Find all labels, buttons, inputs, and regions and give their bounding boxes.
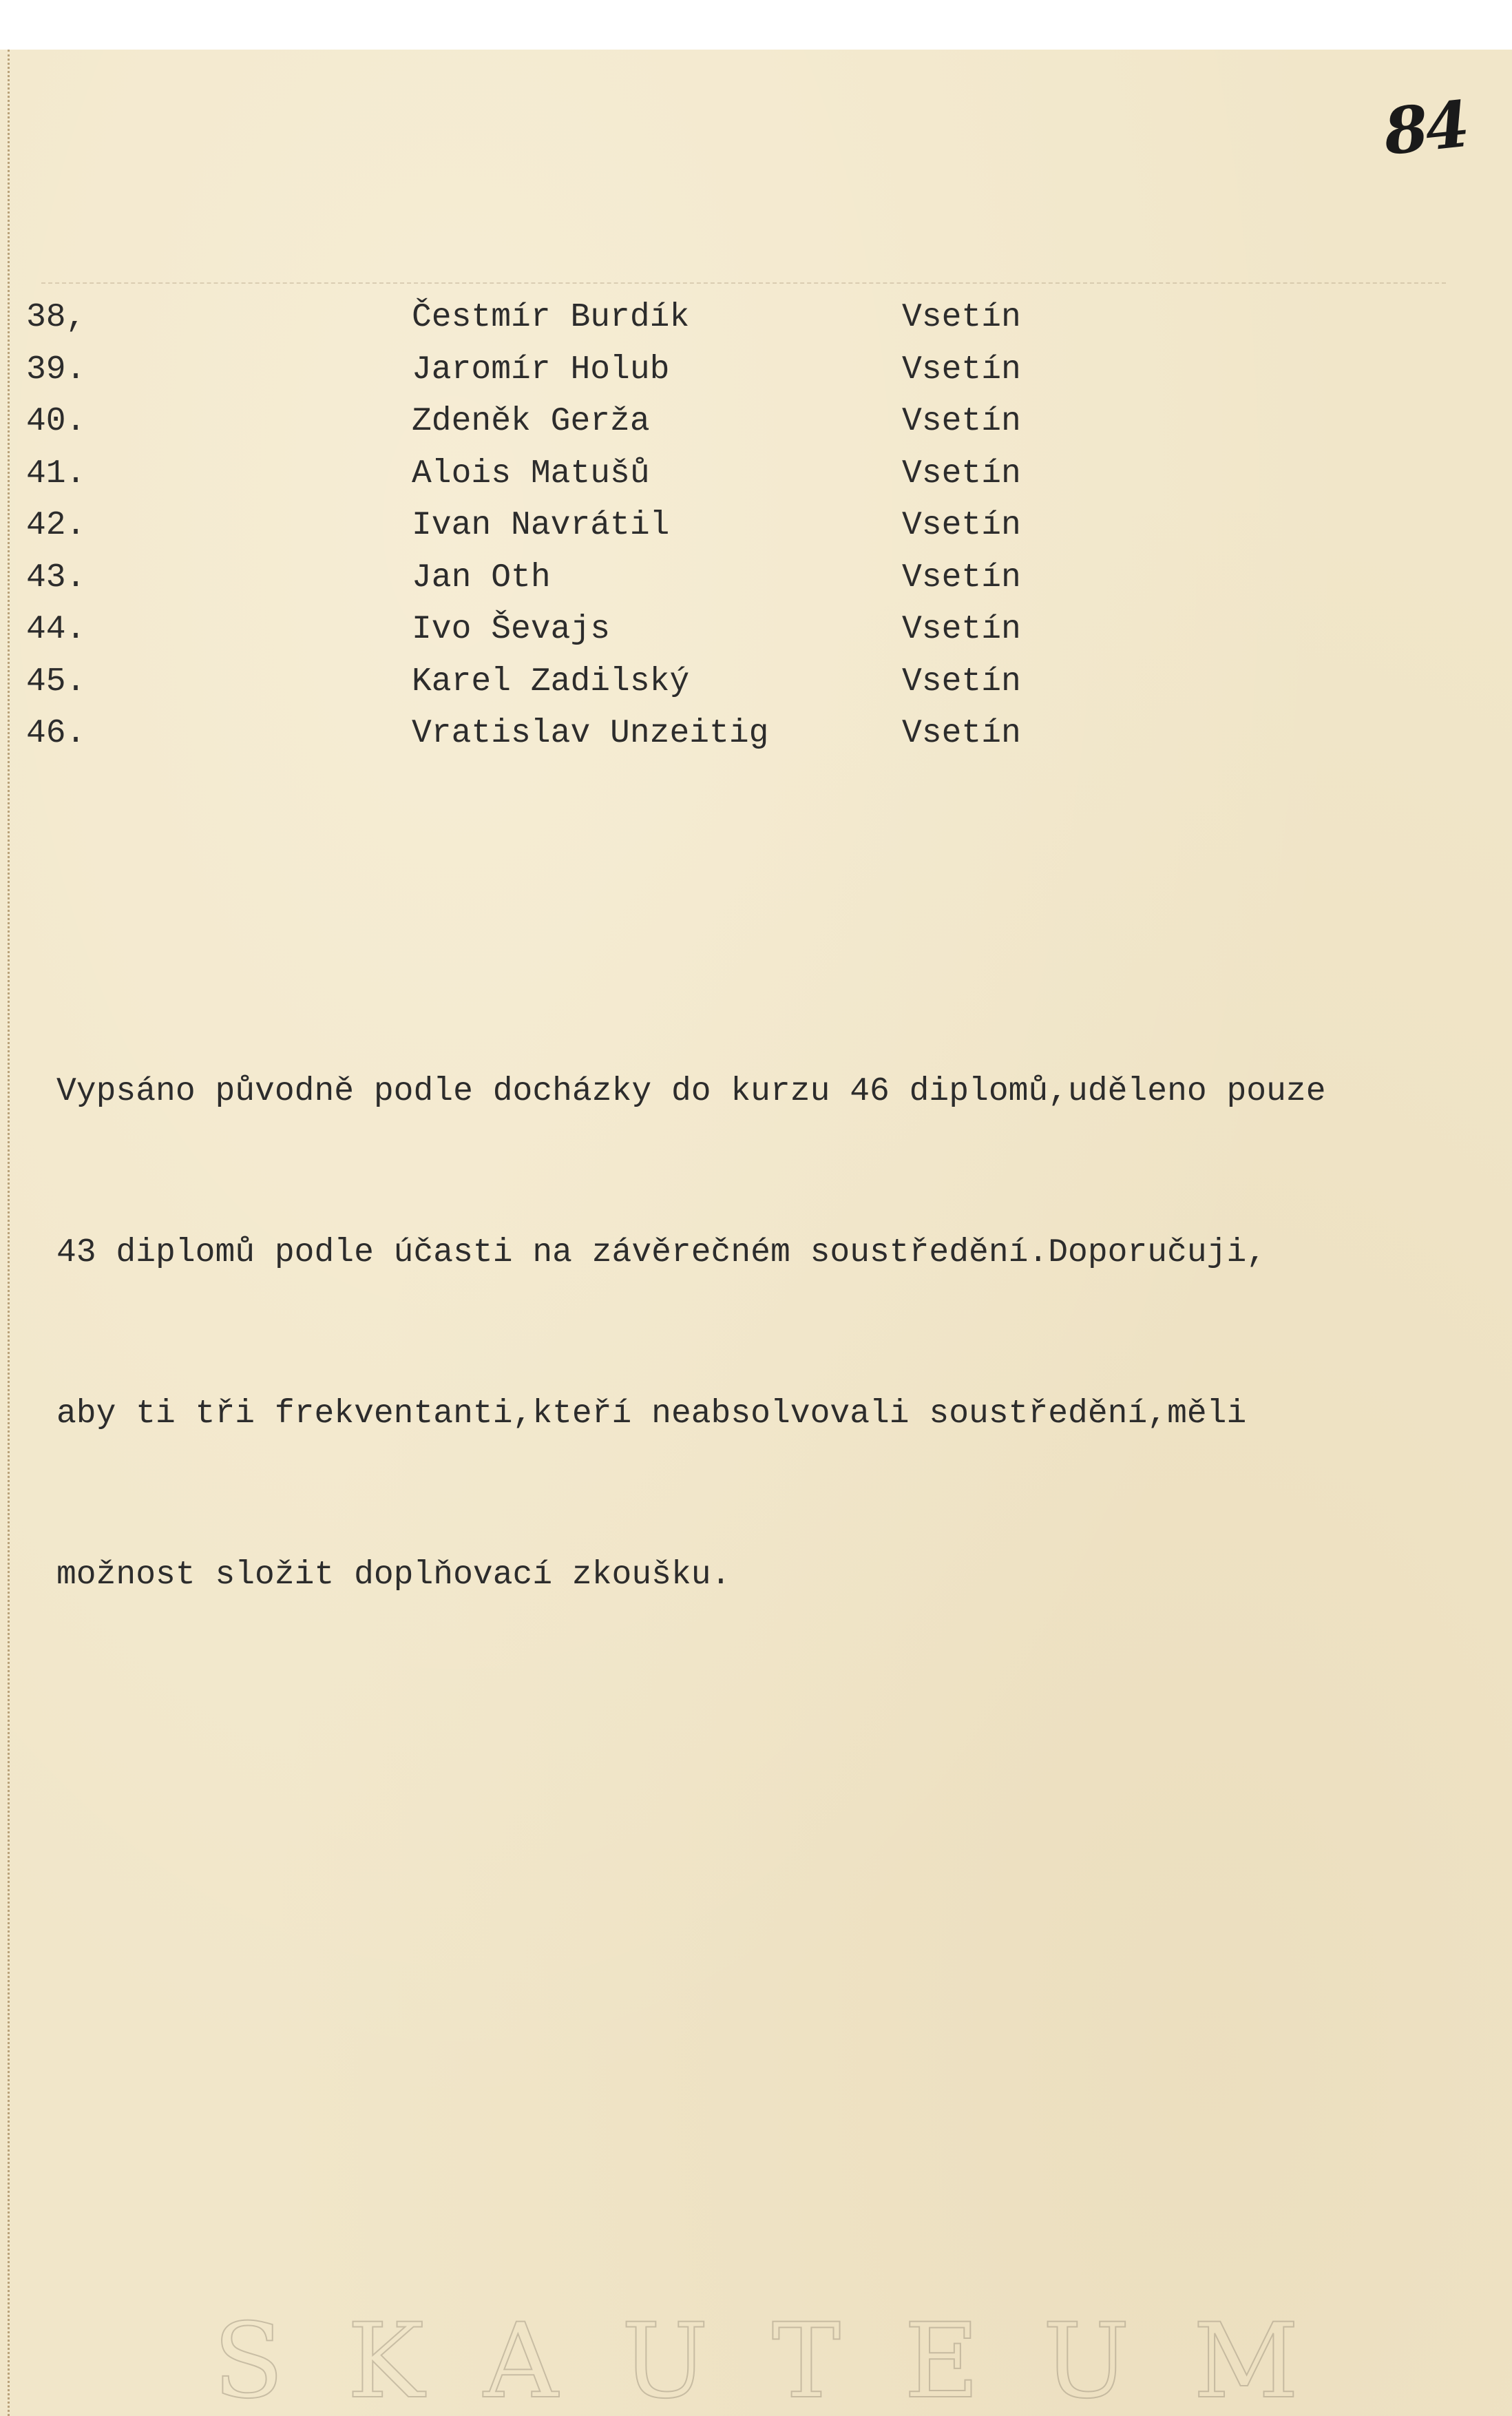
roster-name: Zdeněk Gerža xyxy=(412,403,650,440)
roster-name: Vratislav Unzeitig xyxy=(412,715,769,752)
roster-name: Alois Matušů xyxy=(412,455,650,492)
roster-row xyxy=(0,663,1512,716)
skauteum-watermark: SKAUTEUM xyxy=(213,2302,1363,2416)
note-line: možnost složit doplňovací zkoušku. xyxy=(56,1556,731,1594)
note-line: aby ti tři frekventanti,kteří neabsolvovali soustředění,měli xyxy=(56,1395,1247,1433)
document-page xyxy=(0,50,1512,2416)
roster-row xyxy=(0,507,1512,559)
roster-number: 40. xyxy=(26,403,86,440)
roster-row xyxy=(0,559,1512,612)
roster-name: Ivo Ševajs xyxy=(412,611,611,648)
closing-note xyxy=(56,957,1502,1709)
roster-number: 44. xyxy=(26,611,86,648)
roster-row xyxy=(0,715,1512,767)
roster-number: 39. xyxy=(26,351,86,388)
roster-number: 41. xyxy=(26,455,86,492)
roster-row xyxy=(0,403,1512,455)
roster-town: Vsetín xyxy=(902,403,1021,440)
roster-list xyxy=(0,299,1512,767)
roster-number: 43. xyxy=(26,559,86,596)
roster-name: Ivan Navrátil xyxy=(412,507,670,544)
page-number: 84 xyxy=(1380,87,1471,169)
roster-town: Vsetín xyxy=(902,351,1021,388)
roster-row xyxy=(0,611,1512,663)
roster-name: Jan Oth xyxy=(412,559,551,596)
roster-number: 46. xyxy=(26,715,86,752)
roster-town: Vsetín xyxy=(902,299,1021,336)
roster-name: Karel Zadilský xyxy=(412,663,690,700)
roster-town: Vsetín xyxy=(902,507,1021,544)
roster-row xyxy=(0,299,1512,351)
roster-town: Vsetín xyxy=(902,663,1021,700)
roster-name: Jaromír Holub xyxy=(412,351,670,388)
roster-town: Vsetín xyxy=(902,455,1021,492)
roster-number: 45. xyxy=(26,663,86,700)
roster-name: Čestmír Burdík xyxy=(412,299,690,336)
roster-town: Vsetín xyxy=(902,611,1021,648)
roster-row xyxy=(0,455,1512,508)
roster-row xyxy=(0,351,1512,404)
fold-line xyxy=(41,282,1446,284)
note-line: Vypsáno původně podle docházky do kurzu 46 diplomů,uděleno pouze xyxy=(56,1073,1326,1110)
roster-town: Vsetín xyxy=(902,715,1021,752)
note-line: 43 diplomů podle účasti na závěrečném soustředění.Doporučuji, xyxy=(56,1234,1267,1271)
roster-number: 38, xyxy=(26,299,86,336)
roster-town: Vsetín xyxy=(902,559,1021,596)
roster-number: 42. xyxy=(26,507,86,544)
